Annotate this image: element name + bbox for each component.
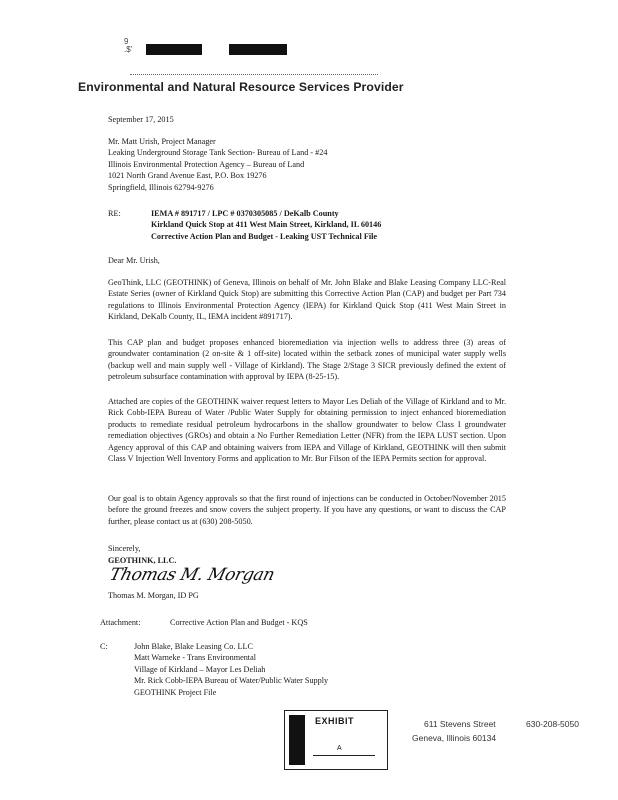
redaction-bar-left xyxy=(146,44,202,55)
exhibit-underline xyxy=(313,755,375,756)
attachment-label: Attachment: xyxy=(100,618,141,627)
recipient-line: Leaking Underground Storage Tank Section- Bureau of Land - #24 xyxy=(108,148,328,158)
recipient-line: Illinois Environmental Protection Agency – Bureau of Land xyxy=(108,159,305,169)
company-signature-line: GEOTHINK, LLC. xyxy=(108,556,177,565)
recipient-line: Mr. Matt Urish, Project Manager xyxy=(108,137,216,146)
re-line: Corrective Action Plan and Budget - Leaking UST Technical File xyxy=(151,231,378,241)
re-line: Kirkland Quick Stop at 411 West Main Street, Kirkland, IL 60146 xyxy=(151,220,382,230)
cc-list xyxy=(134,641,328,698)
cc-label: C: xyxy=(100,642,108,651)
re-label: RE: xyxy=(108,209,121,218)
closing: Sincerely, xyxy=(108,544,141,553)
cc-item: GEOTHINK Project File xyxy=(134,687,217,697)
footer-address-line2: Geneva, Illinois 60134 xyxy=(412,733,497,743)
body-paragraph: This CAP plan and budget proposes enhanced bioremediation via injection wells to address three (3) areas of groundwater contamination (2 on-site & 1 off-site) located within the setback zones of municipal water supply wells (backup well and main supply well - Village of Kirkland). The Stage 2/Stage 3 SICR previously defined the extent of petroleum subsurface contamination with approval by IEPA (8-25-15). xyxy=(108,338,506,382)
handwritten-signature: Thomas M. Morgan xyxy=(107,565,277,585)
letter-date: September 17, 2015 xyxy=(108,115,174,124)
signer-name: Thomas M. Morgan, ID PG xyxy=(108,591,199,600)
redaction-bar-right xyxy=(229,44,287,55)
salutation: Dear Mr. Urish, xyxy=(108,256,160,265)
attachment-text: Corrective Action Plan and Budget - KQS xyxy=(170,618,308,627)
header-rule xyxy=(130,74,378,75)
re-block xyxy=(151,208,381,242)
recipient-block xyxy=(108,136,327,193)
exhibit-letter: A xyxy=(337,745,342,752)
cc-item: Mr. Rick Cobb-IEPA Bureau of Water/Public Water Supply xyxy=(134,676,329,686)
exhibit-sticker xyxy=(284,710,388,770)
recipient-line: Springfield, Illinois 62794-9276 xyxy=(108,182,214,192)
footer-address-line1: 611 Stevens Street xyxy=(424,719,496,729)
company-tagline: Environmental and Natural Resource Services Provider xyxy=(78,80,404,94)
recipient-line: 1021 North Grand Avenue East, P.O. Box 19276 xyxy=(108,171,267,181)
body-paragraph: Attached are copies of the GEOTHINK waiver request letters to Mayor Les Deliah of the Village of Kirkland and to Mr. Rick Cobb-IEPA Bureau of Water /Public Water Supply for obtaining permission to inject enhanced bioremediation products to remediate residual petroleum hydrocarbons in the shallow groundwater to below Class I groundwater remediation objectives (GROs) and obtain a No Further Remediation Letter (NFR) from the IEPA LUST section. Upon Agency approval of this CAP and obtaining waivers from IEPA and Village of Kirkland, GEOTHINK will then submit Class V Injection Well Inventory Forms and application to Mr. Bur Filson of the IEPA Permits section for approval. xyxy=(108,397,506,464)
exhibit-label: EXHIBIT xyxy=(315,716,355,726)
body-paragraph: Our goal is to obtain Agency approvals so that the first round of injections can be conducted in October/November 2015 before the ground freezes and snow covers the subject property. If you have any questions, or want to discuss the CAP further, please contact us at (630) 208-5050. xyxy=(108,494,506,526)
logo-marks: 9 .$' xyxy=(124,37,133,54)
footer-phone: 630-208-5050 xyxy=(526,719,579,729)
cc-item: John Blake, Blake Leasing Co. LLC xyxy=(134,642,253,651)
re-line: IEMA # 891717 / LPC # 0370305085 / DeKalb County xyxy=(151,209,339,218)
cc-item: Village of Kirkland – Mayor Les Deliah xyxy=(134,664,266,674)
cc-item: Matt Warneke - Trans Environmental xyxy=(134,653,256,663)
body-paragraph: GeoThink, LLC (GEOTHINK) of Geneva, Illinois on behalf of Mr. John Blake and Blake Leasing Company LLC-Real Estate Series (owner of Kirkland Quick Stop) are submitting this Corrective Action Plan (CAP) and budget per Part 734 regulations to Illinois Environmental Protection Agency (IEPA) for Kirkland Quick Stop (411 West Main Street in Kirkland, DeKalb County, IL, IEMA incident #891717). xyxy=(108,278,506,322)
exhibit-tab xyxy=(289,715,305,765)
